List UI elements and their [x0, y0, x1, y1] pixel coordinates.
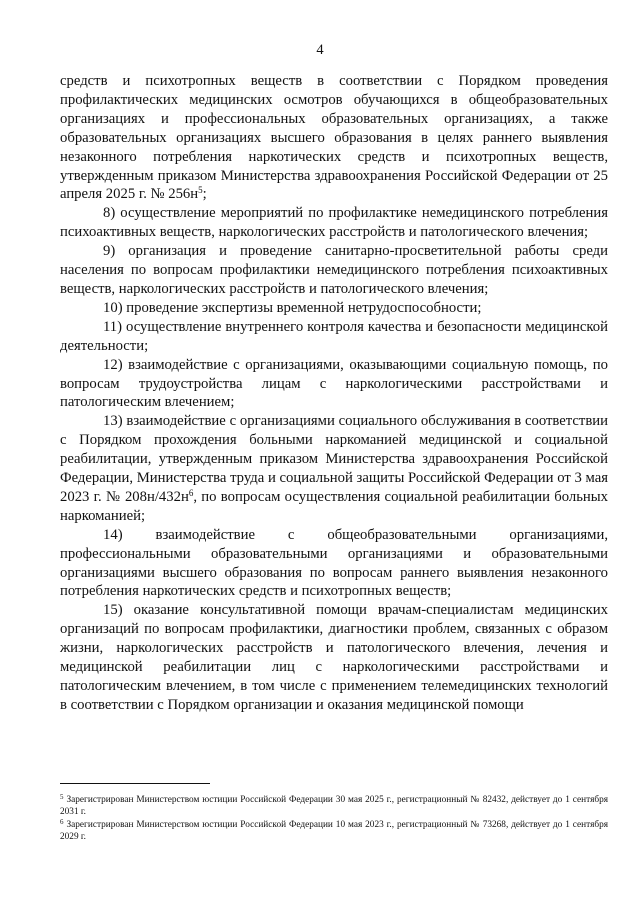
footnotes: [60, 795, 608, 845]
list-item-13: 13) взаимодействие с организациями социального обслуживания в соответствии с Порядком прохождения больными наркоманией медицинской и социальной реабилитации, утвержденным приказом Министерства здравоохранения Российской Федерации, Министерства труда и социальной защиты Российской Федерации от 3 мая 2023 г. № $208н/432н^6$, по вопросам осуществления социальной реабилитации больных наркоманией;: [60, 413, 608, 524]
paragraph-continuation: средств и психотропных веществ в соответствии с Порядком проведения профилактических медицинских осмотров обучающихся в общеобразовательных организациях и профессиональных образовательных организациях, а также образовательных организациях высшего образования в целях раннего выявления незаконного потребления наркотических средств и психотропных веществ, утвержденным приказом Министерства здравоохранения Российской Федерации от 25 апреля 2025 г. № $256н^5$;: [60, 73, 608, 203]
page-number: 4: [316, 42, 324, 58]
list-item-8: 8) осуществление мероприятий по профилактике немедицинского потребления психоактивных веществ, наркологических расстройств и патологического влечения;: [60, 205, 608, 241]
list-item-15: 15) оказание консультативной помощи врачам-специалистам медицинских организаций по вопросам профилактики, диагностики проблем, связанных с образом жизни, наркологических расстройств и патологического влечения, лечения и медицинской реабилитации лиц с наркологическими расстройствами и патологическим влечением, в том числе с применением телемедицинских технологий в соответствии с Порядком организации и оказания медицинской помощи: [60, 602, 608, 713]
footnote-ref-5: 5: [198, 185, 203, 196]
list-item-10: 10) проведение экспертизы временной нетрудоспособности;: [103, 299, 482, 316]
list-item-9: 9) организация и проведение санитарно-просветительной работы среди населения по вопросам профилактики немедицинского потребления психоактивных веществ, наркологических расстройств и патологического влечения;: [60, 243, 608, 297]
footnote-6: $^6$ Зарегистрирован Министерством юстиции Российской Федерации 10 мая 2023 г., регистрационный № 73268, действует до 1 сентября 2029 г.: [60, 818, 608, 842]
footnote-5: $^5$ Зарегистрирован Министерством юстиции Российской Федерации 30 мая 2025 г., регистрационный № 82432, действует до 1 сентября 2031 г.: [60, 793, 608, 817]
list-item-12: 12) взаимодействие с организациями, оказывающими социальную помощь, по вопросам трудоустройства лицам с наркологическими расстройствами и патологическим влечением;: [60, 356, 608, 411]
body-text: [60, 72, 608, 715]
list-item-14: 14) взаимодействие с общеобразовательными организациями, профессиональными образовательными организациями и образовательными организациями высшего образования по вопросам раннего выявления незаконного потребления наркотических средств и психотропных веществ;: [60, 526, 608, 600]
footnote-divider: [60, 783, 210, 784]
list-item-11: 11) осуществление внутреннего контроля качества и безопасности медицинской деятельности;: [60, 318, 608, 354]
footnote-ref-6: 6: [188, 487, 194, 498]
